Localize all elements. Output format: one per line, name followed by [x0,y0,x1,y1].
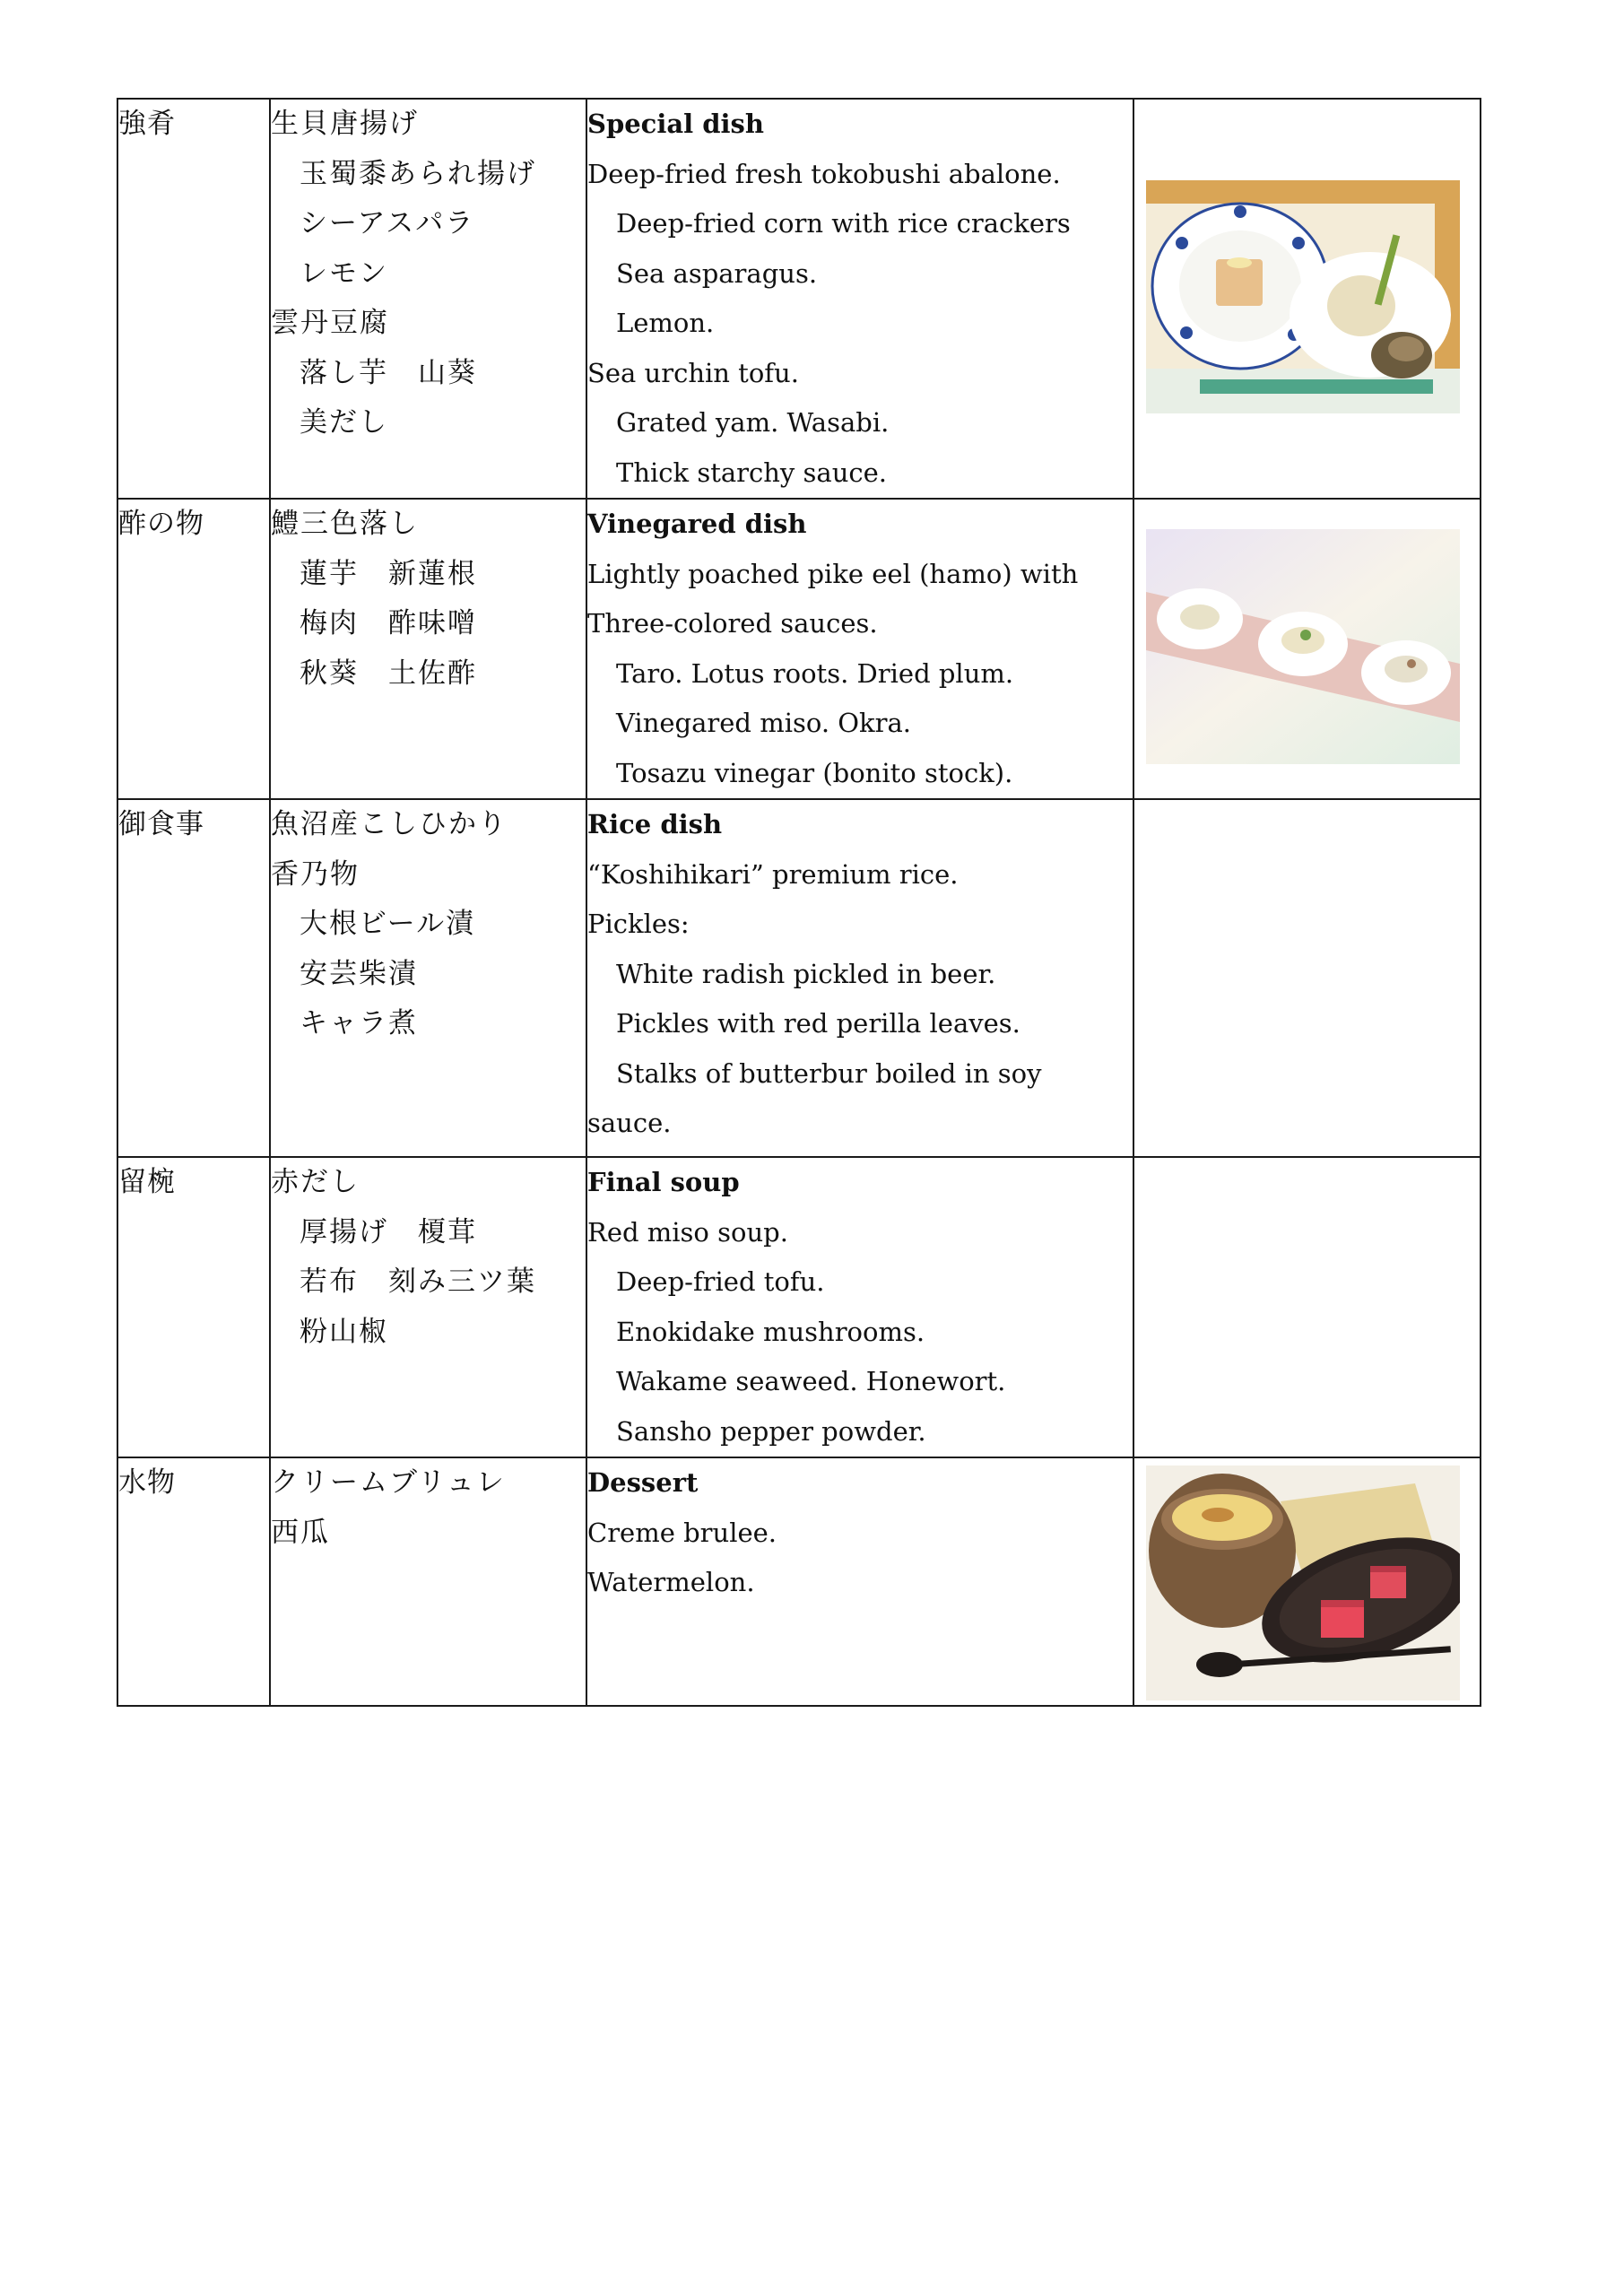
jp-line: 香乃物 [271,857,360,891]
en-line: Deep-fried fresh tokobushi abalone. [587,158,1061,189]
en-line: Deep-fried corn with rice crackers [616,208,1071,239]
en-line: Stalks of butterbur boiled in soy [616,1057,1042,1089]
en-line: Vinegared miso. Okra. [616,708,911,738]
dish-description-jp [270,799,586,1157]
photo-cell [1133,99,1481,499]
jp-line: クリームブリュレ [271,1466,506,1499]
course-name-jp: 水物 [117,1457,270,1706]
jp-line: 西瓜 [271,1516,330,1549]
course-menu-table [117,98,1481,1707]
table-row [117,1157,1481,1457]
en-line: Creme brulee. [587,1517,777,1548]
course-title-en: Vinegared dish [587,509,807,539]
jp-line: 若布 刻み三ツ葉 [300,1265,536,1298]
dish-description-en [586,799,1133,1157]
dish-description-jp [270,1157,586,1457]
dish-description-en [586,1157,1133,1457]
en-line: Red miso soup. [587,1216,788,1248]
jp-line: 梅肉 酢味噌 [300,607,477,639]
course-title-en: Special dish [587,109,764,139]
en-line: sauce. [587,1108,672,1138]
jp-line: 落し芋 山葵 [300,356,477,389]
course-title-en: Dessert [587,1467,699,1498]
photo-cell [1133,1457,1481,1706]
table-row [117,99,1481,499]
en-line: Three-colored sauces. [587,608,878,639]
en-line: Lemon. [616,308,715,338]
table-row [117,1457,1481,1706]
jp-line: 鱧三色落し [271,508,419,540]
jp-line: 魚沼産こしひかり [271,808,508,840]
course-name-jp: 留椀 [117,1157,270,1457]
course-name-jp: 御食事 [117,799,270,1157]
jp-line: キャラ煮 [300,1007,418,1039]
table-row [117,499,1481,799]
jp-line: 蓮芋 新蓮根 [300,557,477,590]
dish-description-jp [270,499,586,799]
en-line: Sansho pepper powder. [616,1415,926,1447]
jp-line: 厚揚げ 榎茸 [300,1215,477,1248]
en-line: Grated yam. Wasabi. [616,407,890,438]
jp-line: 生貝唐揚げ [271,108,419,140]
jp-line: 赤だし [271,1166,360,1198]
en-line: Pickles: [587,909,690,939]
dish-description-jp [270,1457,586,1706]
jp-line: 玉蜀黍あられ揚げ [300,157,536,190]
jp-line: シーアスパラ [300,207,475,239]
dessert-photo [1146,1465,1460,1700]
course-title-en: Final soup [587,1167,740,1197]
en-line: Thick starchy sauce. [616,457,888,488]
jp-line: 大根ビール漬 [300,908,476,940]
en-line: Watermelon. [587,1567,755,1597]
dish-description-en [586,99,1133,499]
table-row [117,799,1481,1157]
jp-line: 秋葵 土佐酢 [300,657,477,690]
course-name-jp: 酢の物 [117,499,270,799]
jp-line: レモン [300,257,388,290]
dish-description-jp [270,99,586,499]
en-line: Taro. Lotus roots. Dried plum. [616,657,1014,689]
en-line: White radish pickled in beer. [616,958,996,989]
dish-description-en [586,499,1133,799]
jp-line: 粉山椒 [300,1315,388,1348]
en-line: Deep-fried tofu. [616,1266,825,1297]
en-line: Sea asparagus. [616,257,818,289]
jp-line: 雲丹豆腐 [271,307,389,339]
course-title-en: Rice dish [587,809,723,839]
en-line: Lightly poached pike eel (hamo) with [587,558,1079,589]
vinegared-dish-photo [1146,529,1460,764]
en-line: Sea urchin tofu. [587,357,799,388]
photo-cell-empty [1133,799,1481,1157]
en-line: Tosazu vinegar (bonito stock). [616,757,1013,788]
en-line: “Koshihikari” premium rice. [587,858,959,890]
course-name-jp: 強肴 [117,99,270,499]
jp-line: 安芸柴漬 [300,957,418,990]
en-line: Enokidake mushrooms. [616,1316,925,1347]
photo-cell-empty [1133,1157,1481,1457]
special-dish-photo [1146,180,1460,413]
en-line: Pickles with red perilla leaves. [616,1008,1020,1039]
photo-cell [1133,499,1481,799]
jp-line: 美だし [300,406,388,439]
en-line: Wakame seaweed. Honewort. [616,1366,1006,1396]
dish-description-en [586,1457,1133,1706]
